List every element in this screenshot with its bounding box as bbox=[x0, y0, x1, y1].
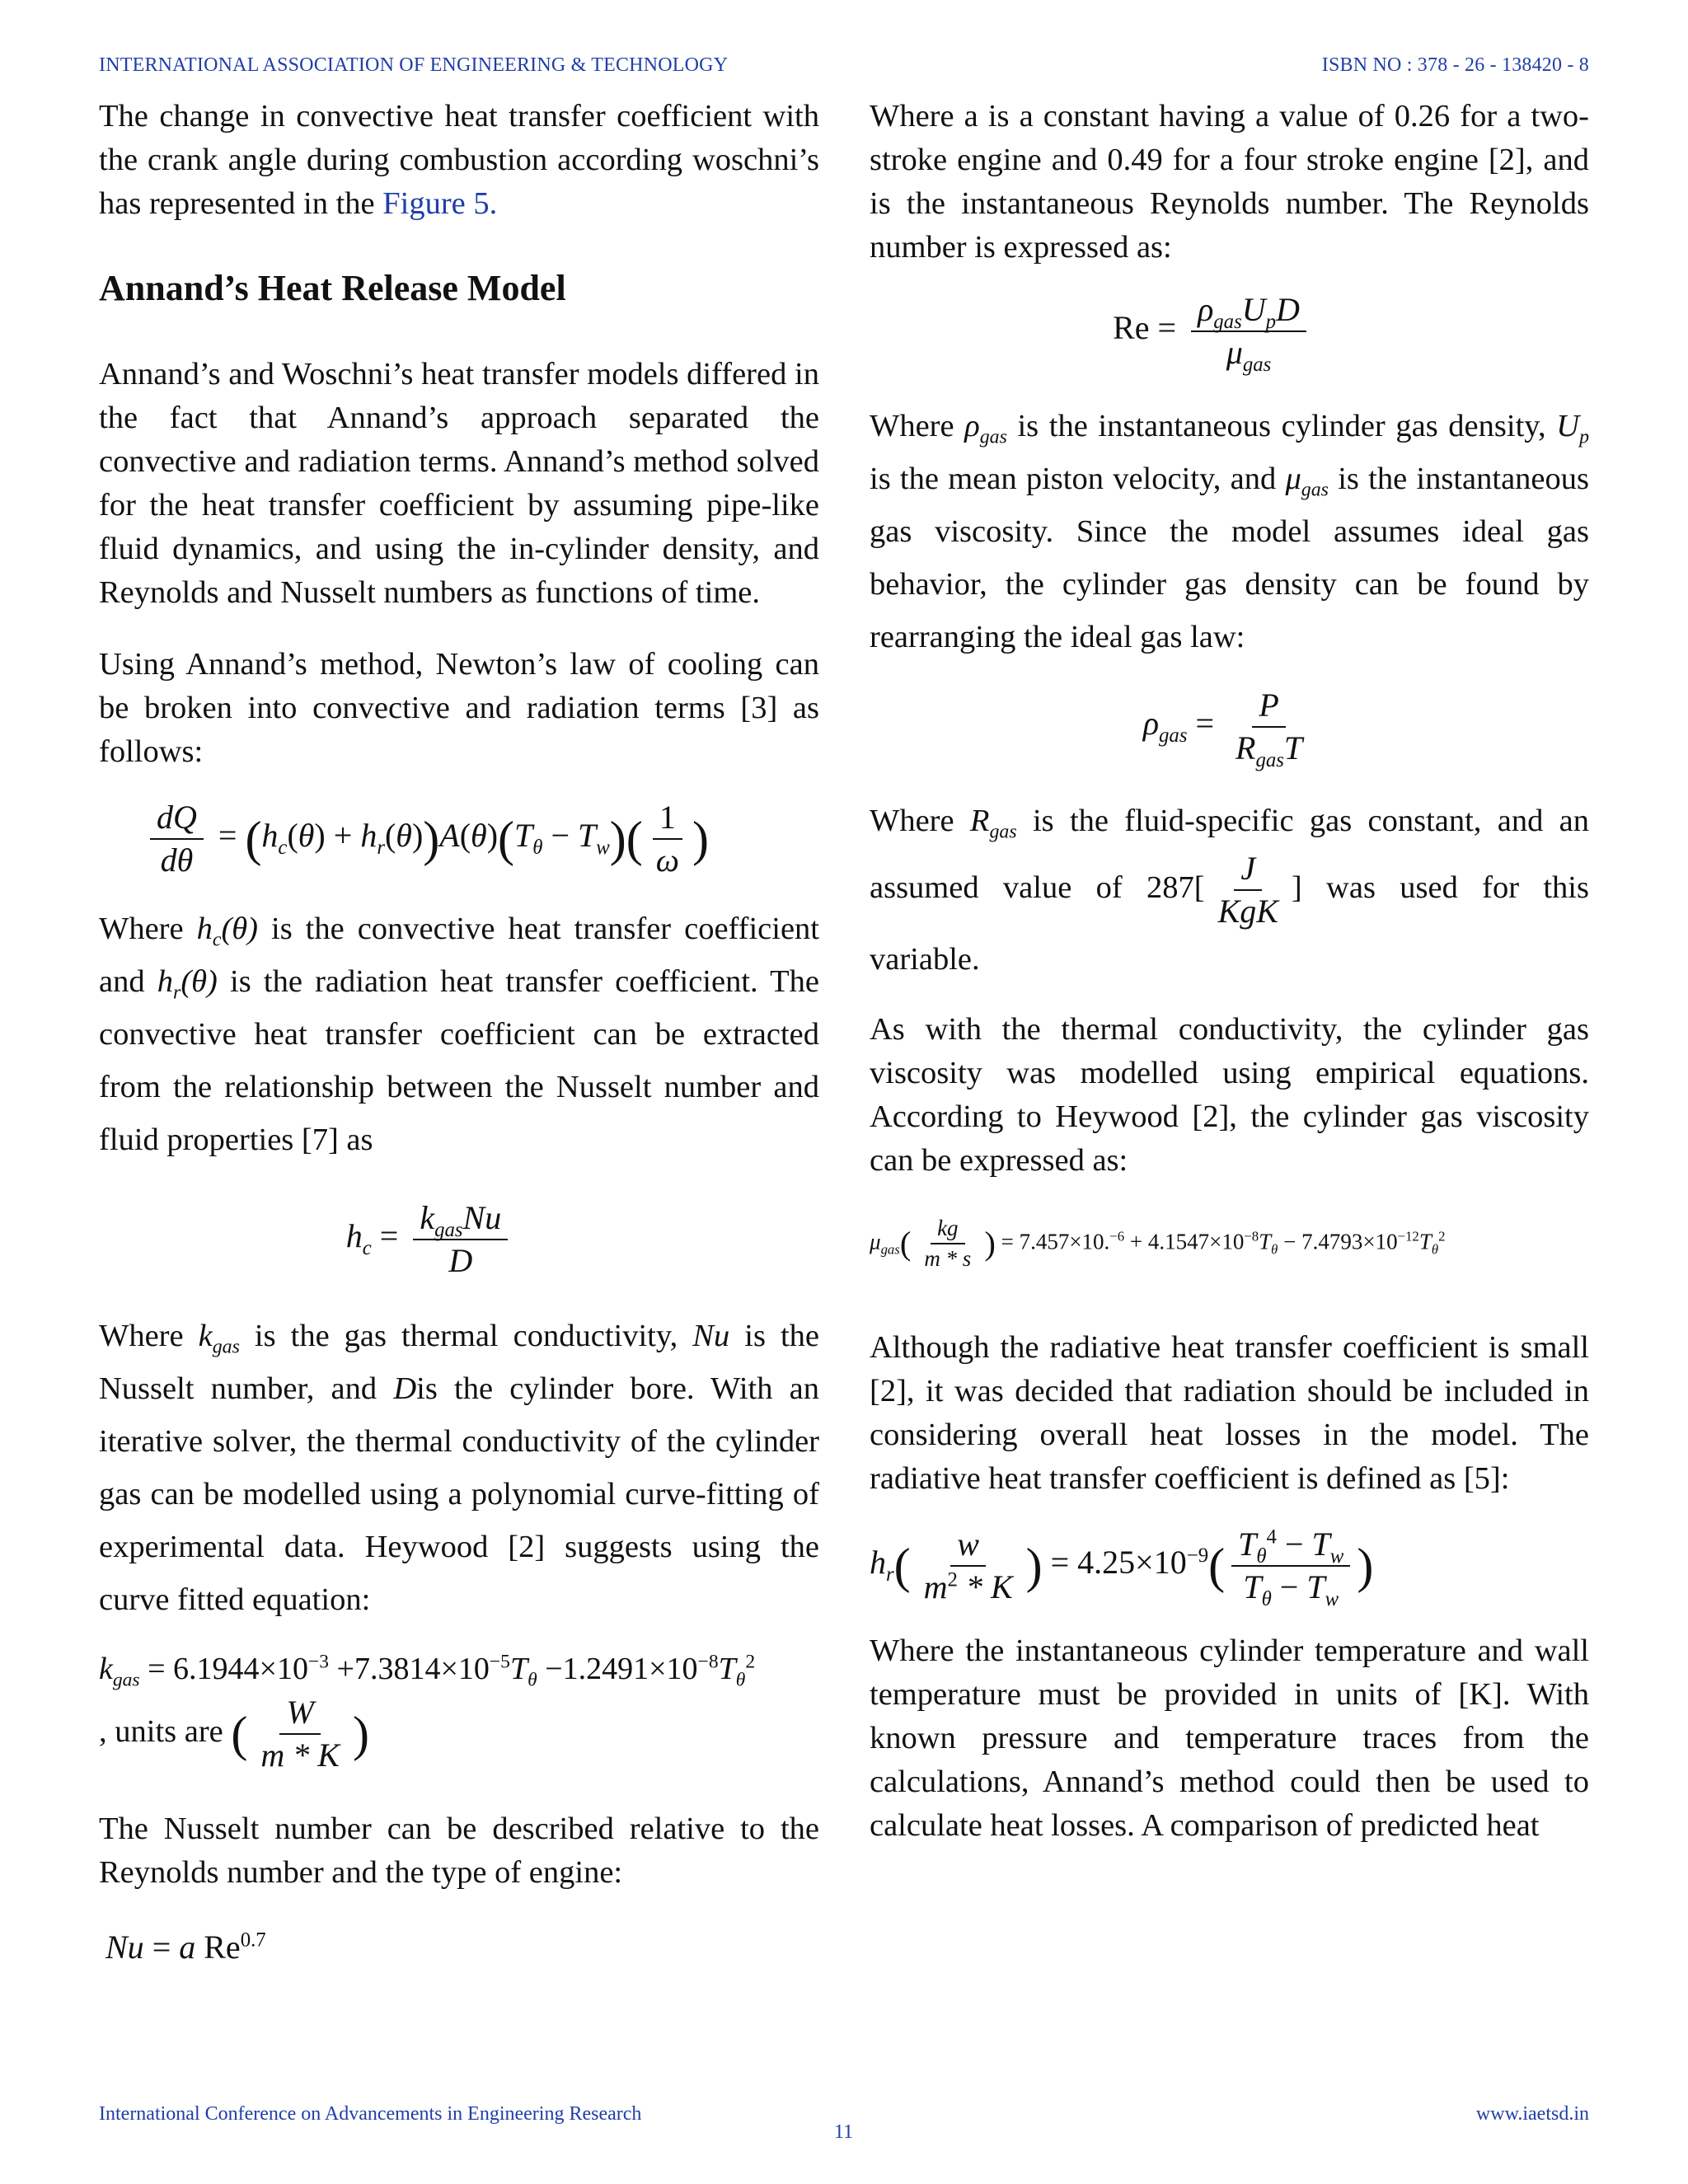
paragraph-kgas: Where $k_{gas}$ is the gas thermal conductivity, Nu is the Nusselt number, and Dis the cylinder bore. With an iterative solver, the thermal conductivity of the cylinder gas can be modelled using a polynomial curve-fitting of experimental data. Heywood [2] suggests using the curve fitted equation: bbox=[99, 1319, 819, 1617]
equation-hc: $h_c$ = $\frac{k_{gas}Nu}{D}$ bbox=[41, 1199, 819, 1280]
paragraph-constant-a: Where a is a constant having a value of 0.26 for a two-stroke engine and 0.49 for a four stroke engine [2], and is the instantaneous Reynolds number. The Reynolds number is expressed as: bbox=[870, 99, 1589, 265]
section-heading: Annand’s Heat Release Model bbox=[99, 268, 566, 308]
figure-5-link[interactable]: Figure 5. bbox=[382, 186, 498, 221]
paragraph-annand-intro: Annand’s and Woschni’s heat transfer models differed in the fact that Annand’s approach separated the convective and radiation terms. Annand’s method solved for the heat transfer coefficient by assuming pipe-like fluid dynamics, and using the in-cylinder density, and Reynolds and Nusselt numbers as functions of time. bbox=[99, 357, 819, 610]
left-column bbox=[99, 95, 819, 1967]
equation-viscosity: $\mu_{gas}$( $\frac{kg}{m * s}$ ) = $7.457\times 10.^{-6} + 4.1547\times 10^{-8}T_\theta - 7.4793\times 10^{-12}T_\theta^2$ bbox=[870, 1216, 1446, 1272]
equation-kgas: $k_{gas} = 6.1944\times 10^{-3} +7.3814\times 10^{-5}T_\theta -1.2491\times 10^{-8}T_\theta^2$ bbox=[99, 1651, 756, 1691]
paragraph-newton-law: Using Annand’s method, Newton’s law of cooling can be broken into convective and radiation terms [3] as follows: bbox=[99, 647, 819, 769]
paragraph-nusselt: The Nusselt number can be described relative to the Reynolds number and the type of engine: bbox=[99, 1811, 819, 1890]
right-column bbox=[870, 95, 1589, 1848]
equation-dq-dtheta: $\frac{dQ}{d\theta}$ = $(h_c(\theta) + h_r(\theta))A(\theta)(T_\theta - T_w)$( $\frac{1}{\omega}$ ) bbox=[33, 799, 819, 879]
equation-ideal-gas: $\rho_{gas}$ = $\frac{P}{R_{gas}T}$ bbox=[1142, 687, 1303, 771]
footer-conference: International Conference on Advancements in Engineering Research bbox=[99, 2103, 642, 2125]
page-number: 11 bbox=[834, 2121, 854, 2143]
paragraph-density: Where $\rho_{gas}$ is the instantaneous cylinder gas density, $U_p$ is the mean piston velocity, and $\mu_{gas}$ is the instantaneous gas viscosity. Since the model assumes ideal gas behavior, the cylinder gas density can be found by rearranging the ideal gas law: bbox=[870, 409, 1590, 654]
paragraph-conclusion: Where the instantaneous cylinder temperature and wall temperature must be provided in units of [K]. With known pressure and temperature traces from the calculations, Annand’s method could then be used to calculate heat losses. A comparison of predicted heat bbox=[870, 1633, 1589, 1844]
units-line: , units are ( $\frac{W}{m * K}$ ) bbox=[99, 1693, 369, 1774]
paragraph-hc-hr: Where $h_c(\theta)$ is the convective heat transfer coefficient and $h_r(\theta)$ is the radiation heat transfer coefficient. The convective heat transfer coefficient can be extracted from the relationship between the Nusselt number and fluid properties [7] as bbox=[99, 912, 820, 1157]
paragraph-intro: The change in convective heat transfer coefficient with the crank angle during combustion according woschni’s has represented in the Figure 5. bbox=[99, 99, 819, 221]
paragraph-radiation: Although the radiative heat transfer coefficient is small [2], it was decided that radiation should be included in considering overall heat losses in the model. The radiative heat transfer coefficient is defined as [5]: bbox=[870, 1330, 1589, 1497]
equation-nu: Nu = a $Re^{0.7}$ bbox=[106, 1928, 266, 1966]
footer-website[interactable]: www.iaetsd.in bbox=[1475, 2103, 1589, 2125]
header-isbn: ISBN NO : 378 - 26 - 138420 - 8 bbox=[1321, 54, 1589, 76]
equation-reynolds: Re = $\frac{\rho_{gas}U_pD}{\mu_{gas}}$ bbox=[837, 291, 1589, 372]
paragraph-viscosity: As with the thermal conductivity, the cylinder gas viscosity was modelled using empirical equations. According to Heywood [2], the cylinder gas viscosity can be expressed as: bbox=[870, 1012, 1589, 1178]
equation-hr: $h_r$( $\frac{w}{m^2 * K}$ ) = $4.25\times 10^{-9}$( $\frac{T_\theta^4 - T_w}{T_\theta - T_w}$ ) bbox=[870, 1526, 1374, 1611]
header-title: INTERNATIONAL ASSOCIATION OF ENGINEERING & TECHNOLOGY bbox=[99, 54, 729, 76]
paragraph-gas-constant: Where $R_{gas}$ is the fluid-specific gas constant, and an assumed value of 287[ $\frac{J}{\text{KgK}}$ ] was used for this variable. bbox=[870, 804, 1590, 977]
